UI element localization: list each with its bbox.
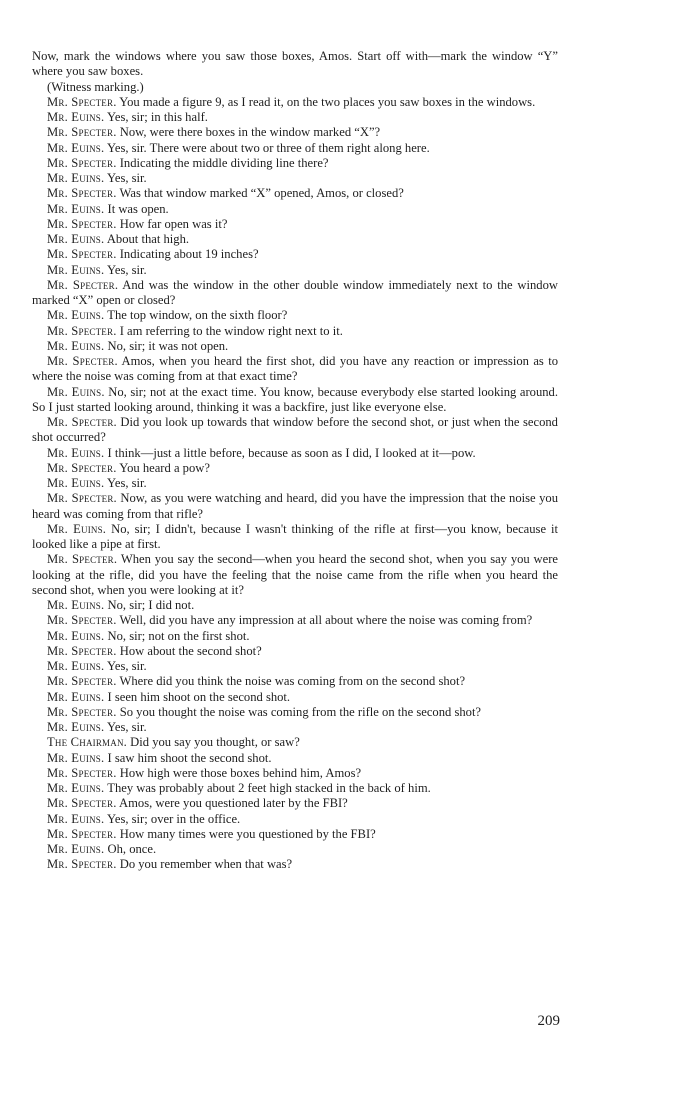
- transcript-paragraph: [32, 751, 558, 766]
- transcript-paragraph: [32, 186, 558, 201]
- speaker-name: Mr. Specter.: [47, 491, 117, 506]
- paragraph-text: It was open.: [107, 201, 169, 216]
- transcript-paragraph: [32, 674, 558, 689]
- paragraph-text: Well, did you have any impression at all about where the noise was coming from?: [119, 613, 533, 628]
- paragraph-text: Do you remember when that was?: [119, 857, 293, 872]
- speaker-name: Mr. Euins.: [47, 598, 105, 612]
- speaker-name: Mr. Euins.: [47, 842, 105, 856]
- speaker-name: Mr. Euins.: [47, 262, 105, 277]
- speaker-name: Mr. Specter.: [47, 354, 118, 368]
- transcript-paragraph: [32, 80, 558, 95]
- transcript-paragraph: [32, 95, 558, 110]
- transcript-paragraph: [32, 552, 558, 598]
- transcript-paragraph: [32, 324, 558, 339]
- transcript-paragraph: [32, 202, 558, 217]
- transcript-paragraph: [32, 659, 558, 674]
- speaker-name: Mr. Specter.: [47, 643, 117, 658]
- speaker-name: Mr. Euins.: [47, 628, 105, 643]
- paragraph-text: No, sir; I didn't, because I wasn't thinking of the rifle at first—you know, because it looked like a pipe at first.: [32, 521, 558, 551]
- paragraph-text: When you say the second—when you heard the second shot, when you say you were looking at the rifle, did you have the feeling that the noise came from the rifle when you heard the second shot, when you were looking at it?: [32, 552, 559, 597]
- transcript-paragraph: [32, 125, 558, 140]
- transcript-paragraph: [32, 415, 558, 446]
- transcript-paragraph: [32, 171, 558, 186]
- speaker-name: Mr. Euins.: [47, 659, 105, 673]
- speaker-name: Mr. Specter.: [47, 155, 117, 170]
- paragraph-text: Yes, sir; over in the office.: [107, 811, 241, 826]
- transcript-paragraph: [32, 766, 558, 781]
- paragraph-text: Now, as you were watching and heard, did you have the impression that the noise you heard was coming from that rifle?: [32, 491, 559, 521]
- paragraph-text: The top window, on the sixth floor?: [107, 308, 288, 323]
- paragraph-text: Yes, sir.: [107, 262, 147, 277]
- transcript-paragraph: [32, 644, 558, 659]
- paragraph-text: And was the window in the other double window immediately next to the window marked “X” open or closed?: [32, 277, 558, 307]
- paragraph-text: So you thought the noise was coming from the rifle on the second shot?: [119, 704, 482, 719]
- paragraph-text: Indicating the middle dividing line there?: [119, 155, 329, 170]
- speaker-name: Mr. Euins.: [47, 338, 105, 353]
- transcript-paragraph: [32, 491, 558, 522]
- paragraph-text: About that high.: [106, 232, 190, 246]
- transcript-paragraph: [32, 796, 558, 811]
- transcript-paragraph: [32, 705, 558, 720]
- paragraph-text: Yes, sir.: [107, 720, 147, 734]
- paragraph-text: (Witness marking.): [47, 79, 144, 94]
- paragraph-text: No, sir; not on the first shot.: [107, 628, 250, 643]
- speaker-name: Mr. Specter.: [47, 277, 119, 292]
- transcript-paragraph: [32, 690, 558, 705]
- paragraph-text: Now, mark the windows where you saw those boxes, Amos. Start off with—mark the window “Y” where you saw boxes.: [32, 49, 558, 79]
- speaker-name: Mr. Specter.: [47, 216, 117, 231]
- paragraph-text: No, sir; I did not.: [107, 598, 195, 612]
- transcript-paragraph: [32, 613, 558, 628]
- transcript-paragraph: [32, 385, 558, 416]
- paragraph-text: I saw him shoot the second shot.: [107, 750, 272, 765]
- paragraph-text: How far open was it?: [119, 216, 228, 231]
- speaker-name: Mr. Euins.: [47, 689, 105, 704]
- paragraph-text: Yes, sir; in this half.: [107, 110, 208, 124]
- speaker-name: Mr. Euins.: [47, 750, 105, 765]
- speaker-name: Mr. Euins.: [47, 232, 105, 246]
- paragraph-text: Did you say you thought, or saw?: [130, 735, 300, 750]
- paragraph-text: Yes, sir. There were about two or three of them right along here.: [107, 140, 430, 155]
- transcript-paragraph: [32, 339, 558, 354]
- speaker-name: Mr. Specter.: [47, 796, 117, 811]
- transcript-paragraph: [32, 308, 558, 323]
- speaker-name: The Chairman.: [47, 735, 127, 750]
- speaker-name: Mr. Specter.: [47, 613, 117, 628]
- speaker-name: Mr. Euins.: [47, 781, 105, 795]
- speaker-name: Mr. Euins.: [47, 110, 105, 124]
- speaker-name: Mr. Specter.: [47, 186, 117, 201]
- transcript-paragraph: [32, 156, 558, 171]
- paragraph-text: Yes, sir.: [107, 659, 147, 673]
- paragraph-text: Yes, sir.: [107, 171, 147, 185]
- speaker-name: Mr. Specter.: [47, 704, 117, 719]
- speaker-name: Mr. Euins.: [47, 171, 105, 185]
- paragraph-text: I think—just a little before, because as soon as I did, I looked at it—pow.: [107, 445, 476, 460]
- speaker-name: Mr. Euins.: [47, 445, 105, 460]
- transcript-paragraph: [32, 461, 558, 476]
- paragraph-text: How about the second shot?: [119, 643, 262, 658]
- speaker-name: Mr. Euins.: [47, 384, 105, 399]
- paragraph-text: You made a figure 9, as I read it, on the two places you saw boxes in the windows.: [119, 94, 536, 109]
- transcript-paragraph: [32, 141, 558, 156]
- paragraph-text: How many times were you questioned by the FBI?: [119, 826, 376, 841]
- paragraph-text: No, sir; it was not open.: [107, 338, 229, 353]
- speaker-name: Mr. Euins.: [47, 476, 105, 490]
- paragraph-text: You heard a pow?: [119, 460, 210, 475]
- speaker-name: Mr. Specter.: [47, 857, 117, 872]
- transcript-paragraph: [32, 217, 558, 232]
- transcript-paragraph: [32, 812, 558, 827]
- speaker-name: Mr. Specter.: [47, 415, 117, 429]
- transcript-paragraph: [32, 263, 558, 278]
- transcript-paragraph: [32, 827, 558, 842]
- transcript-paragraph: [32, 232, 558, 247]
- paragraph-text: Was that window marked “X” opened, Amos, or closed?: [119, 186, 404, 201]
- transcript-paragraph: [32, 522, 558, 553]
- transcript-paragraph: [32, 110, 558, 125]
- speaker-name: Mr. Specter.: [47, 460, 117, 475]
- paragraph-text: Did you look up towards that window before the second shot, or just when the second shot occurred?: [32, 415, 558, 445]
- paragraph-text: They was probably about 2 feet high stacked in the back of him.: [107, 781, 431, 795]
- speaker-name: Mr. Euins.: [47, 140, 105, 155]
- transcript-paragraph: [32, 476, 558, 491]
- transcript-paragraph: [32, 735, 558, 750]
- speaker-name: Mr. Specter.: [47, 125, 117, 140]
- speaker-name: Mr. Euins.: [47, 201, 105, 216]
- transcript-paragraph: [32, 598, 558, 613]
- transcript-paragraph: [32, 354, 558, 385]
- paragraph-text: Indicating about 19 inches?: [119, 247, 259, 262]
- speaker-name: Mr. Specter.: [47, 323, 117, 338]
- paragraph-text: How high were those boxes behind him, Amos?: [119, 765, 362, 780]
- transcript-paragraph: [32, 446, 558, 461]
- transcript-paragraph: [32, 781, 558, 796]
- speaker-name: Mr. Euins.: [47, 811, 105, 826]
- paragraph-text: No, sir; not at the exact time. You know, because everybody else started looking around. So I just started looking around, thinking it was a backfire, just like everyone else.: [32, 384, 558, 414]
- speaker-name: Mr. Specter.: [47, 674, 117, 689]
- transcript-paragraph: [32, 629, 558, 644]
- transcript-paragraph: [32, 247, 558, 262]
- paragraph-text: Amos, when you heard the first shot, did you have any reaction or impression as to where the noise was coming from at that exact time?: [32, 354, 558, 384]
- paragraph-text: I seen him shoot on the second shot.: [107, 689, 291, 704]
- speaker-name: Mr. Specter.: [47, 94, 117, 109]
- transcript-paragraph: [32, 842, 558, 857]
- speaker-name: Mr. Specter.: [47, 826, 117, 841]
- speaker-name: Mr. Specter.: [47, 765, 117, 780]
- page-number: 209: [537, 1013, 560, 1029]
- transcript-body: [32, 49, 558, 873]
- speaker-name: Mr. Euins.: [47, 720, 105, 734]
- paragraph-text: Now, were there boxes in the window marked “X”?: [119, 125, 381, 140]
- speaker-name: Mr. Euins.: [47, 521, 107, 536]
- paragraph-text: Amos, were you questioned later by the FBI?: [119, 796, 348, 811]
- paragraph-text: Oh, once.: [107, 842, 157, 856]
- speaker-name: Mr. Euins.: [47, 308, 105, 323]
- paragraph-text: Yes, sir.: [107, 476, 147, 490]
- transcript-paragraph: [32, 278, 558, 309]
- transcript-paragraph: [32, 720, 558, 735]
- speaker-name: Mr. Specter.: [47, 552, 118, 567]
- paragraph-text: I am referring to the window right next to it.: [119, 323, 343, 338]
- paragraph-text: Where did you think the noise was coming from on the second shot?: [119, 674, 466, 689]
- transcript-paragraph: [32, 49, 558, 80]
- transcript-paragraph: [32, 857, 558, 872]
- speaker-name: Mr. Specter.: [47, 247, 117, 262]
